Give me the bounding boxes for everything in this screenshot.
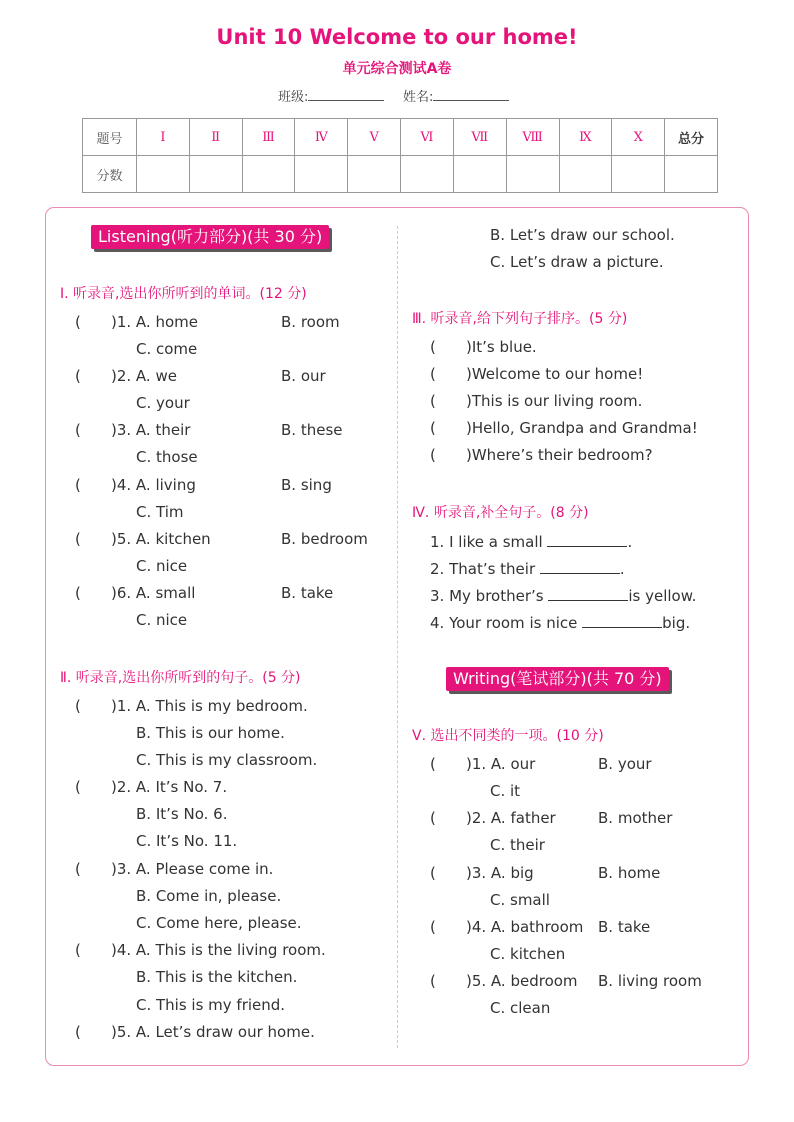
numeral-cell: Ⅵ xyxy=(401,119,454,156)
answer-paren: ( xyxy=(75,778,81,796)
s2-item1-c: C. This is my classroom. xyxy=(136,751,318,769)
answer-paren: ( xyxy=(430,755,436,773)
s2-item5-a: )5. A. Let’s draw our home. xyxy=(111,1023,315,1041)
answer-paren: ( xyxy=(75,367,81,385)
s4-s2-text: 2. That’s their xyxy=(430,560,536,578)
score-table-header-row xyxy=(83,119,718,156)
blank-field[interactable] xyxy=(548,586,628,601)
s2-item4-c: C. This is my friend. xyxy=(136,996,286,1014)
score-cell[interactable] xyxy=(612,156,665,193)
answer-paren: ( xyxy=(75,941,81,959)
total-score-cell[interactable] xyxy=(665,156,718,193)
numeral-cell: Ⅷ xyxy=(506,119,559,156)
s1-item6-c: C. nice xyxy=(136,611,188,629)
numeral-cell: Ⅶ xyxy=(453,119,506,156)
numeral-cell: Ⅳ xyxy=(295,119,348,156)
numeral-cell: Ⅱ xyxy=(189,119,242,156)
answer-paren: ( xyxy=(430,365,436,383)
s5-item4-c: C. kitchen xyxy=(490,945,566,963)
s3-item3: )This is our living room. xyxy=(466,392,643,410)
writing-banner: Writing(笔试部分)(共 70 分) xyxy=(446,667,669,691)
numeral-cell: Ⅴ xyxy=(348,119,401,156)
section-3-heading: Ⅲ. 听录音,给下列句子排序。(5 分) xyxy=(412,311,628,327)
s5-item1-c: C. it xyxy=(490,782,521,800)
s1-item4-b: B. sing xyxy=(281,476,332,494)
s4-sentence3 xyxy=(430,586,696,605)
name-field[interactable] xyxy=(403,86,509,105)
s2-item2-a: )2. A. It’s No. 7. xyxy=(111,778,228,796)
score-cell[interactable] xyxy=(401,156,454,193)
s1-item6-a: )6. A. small xyxy=(111,584,196,602)
s5-item5-b: B. living room xyxy=(598,972,702,990)
s1-item6-b: B. take xyxy=(281,584,334,602)
s1-item1-c: C. come xyxy=(136,340,198,358)
s3-item4: )Hello, Grandpa and Grandma! xyxy=(466,419,698,437)
s1-item3-c: C. those xyxy=(136,448,198,466)
page-title: Unit 10 Welcome to our home! xyxy=(216,25,578,49)
s2-item3-a: )3. A. Please come in. xyxy=(111,860,274,878)
s5-item3-c: C. small xyxy=(490,891,550,909)
s1-item2-b: B. our xyxy=(281,367,326,385)
s2-item3-b: B. Come in, please. xyxy=(136,887,282,905)
score-table-score-row xyxy=(83,156,718,193)
score-cell[interactable] xyxy=(137,156,190,193)
class-field[interactable] xyxy=(278,86,384,105)
name-label: 姓名: xyxy=(403,90,434,105)
numeral-cell: Ⅰ xyxy=(137,119,190,156)
s5-item4-b: B. take xyxy=(598,918,651,936)
s2-item5-c: C. Let’s draw a picture. xyxy=(490,253,664,271)
s2-item3-c: C. Come here, please. xyxy=(136,914,302,932)
s3-item1: )It’s blue. xyxy=(466,338,537,356)
listening-banner: Listening(听力部分)(共 30 分) xyxy=(91,225,329,249)
s2-item2-b: B. It’s No. 6. xyxy=(136,805,228,823)
s2-item1-a: )1. A. This is my bedroom. xyxy=(111,697,308,715)
s4-s1-end: . xyxy=(627,533,633,551)
column-divider xyxy=(397,226,398,1048)
s4-sentence2 xyxy=(430,559,625,578)
score-cell[interactable] xyxy=(506,156,559,193)
s4-s1-text: 1. I like a small xyxy=(430,533,543,551)
s1-item3-a: )3. A. their xyxy=(111,421,191,439)
s1-item1-a: )1. A. home xyxy=(111,313,198,331)
answer-paren: ( xyxy=(75,530,81,548)
s1-item2-c: C. your xyxy=(136,394,190,412)
answer-paren: ( xyxy=(75,584,81,602)
answer-paren: ( xyxy=(75,476,81,494)
blank-field[interactable] xyxy=(547,532,627,547)
s4-sentence1 xyxy=(430,532,632,551)
score-cell[interactable] xyxy=(295,156,348,193)
s1-item1-b: B. room xyxy=(281,313,340,331)
s1-item4-a: )4. A. living xyxy=(111,476,196,494)
answer-paren: ( xyxy=(430,392,436,410)
s5-item4-a: )4. A. bathroom xyxy=(466,918,584,936)
s4-s4-text: 4. Your room is nice xyxy=(430,614,578,632)
score-table xyxy=(82,118,718,193)
score-cell[interactable] xyxy=(453,156,506,193)
s2-item5-b: B. Let’s draw our school. xyxy=(490,226,675,244)
section-2-heading: Ⅱ. 听录音,选出你所听到的句子。(5 分) xyxy=(60,670,301,686)
score-cell[interactable] xyxy=(559,156,612,193)
answer-paren: ( xyxy=(430,864,436,882)
s1-item4-c: C. Tim xyxy=(136,503,184,521)
page-subtitle: 单元综合测试A卷 xyxy=(342,61,452,77)
answer-paren: ( xyxy=(430,972,436,990)
s2-item1-b: B. This is our home. xyxy=(136,724,285,742)
answer-paren: ( xyxy=(75,421,81,439)
s3-item2: )Welcome to our home! xyxy=(466,365,644,383)
blank-field[interactable] xyxy=(540,559,620,574)
s3-item5: )Where’s their bedroom? xyxy=(466,446,653,464)
s4-s3-text: 3. My brother’s xyxy=(430,587,544,605)
s5-item1-b: B. your xyxy=(598,755,652,773)
s4-s3-end: is yellow. xyxy=(628,587,697,605)
section-4-heading: Ⅳ. 听录音,补全句子。(8 分) xyxy=(412,505,589,521)
s1-item2-a: )2. A. we xyxy=(111,367,177,385)
score-label: 分数 xyxy=(83,156,137,193)
s5-item1-a: )1. A. our xyxy=(466,755,536,773)
answer-paren: ( xyxy=(430,446,436,464)
s1-item3-b: B. these xyxy=(281,421,343,439)
numeral-cell: Ⅹ xyxy=(612,119,665,156)
s5-item3-b: B. home xyxy=(598,864,661,882)
score-cell[interactable] xyxy=(348,156,401,193)
answer-paren: ( xyxy=(75,313,81,331)
s5-item3-a: )3. A. big xyxy=(466,864,534,882)
score-cell[interactable] xyxy=(242,156,295,193)
s4-sentence4 xyxy=(430,613,690,632)
s5-item5-c: C. clean xyxy=(490,999,551,1017)
blank-field[interactable] xyxy=(582,613,662,628)
numeral-cell: Ⅲ xyxy=(242,119,295,156)
s5-item5-a: )5. A. bedroom xyxy=(466,972,578,990)
answer-paren: ( xyxy=(75,1023,81,1041)
s5-item2-b: B. mother xyxy=(598,809,673,827)
section-5-heading: Ⅴ. 选出不同类的一项。(10 分) xyxy=(412,728,604,744)
s2-item4-a: )4. A. This is the living room. xyxy=(111,941,326,959)
s4-s4-end: big. xyxy=(662,614,691,632)
s5-item2-c: C. their xyxy=(490,836,545,854)
s5-item2-a: )2. A. father xyxy=(466,809,556,827)
numeral-cell: Ⅸ xyxy=(559,119,612,156)
answer-paren: ( xyxy=(75,860,81,878)
answer-paren: ( xyxy=(430,419,436,437)
answer-paren: ( xyxy=(430,338,436,356)
s2-item4-b: B. This is the kitchen. xyxy=(136,968,298,986)
s1-item5-a: )5. A. kitchen xyxy=(111,530,211,548)
s1-item5-c: C. nice xyxy=(136,557,188,575)
s4-s2-end: . xyxy=(619,560,625,578)
s1-item5-b: B. bedroom xyxy=(281,530,368,548)
question-number-label: 题号 xyxy=(83,119,137,156)
score-cell[interactable] xyxy=(189,156,242,193)
s2-item2-c: C. It’s No. 11. xyxy=(136,832,238,850)
answer-paren: ( xyxy=(75,697,81,715)
answer-paren: ( xyxy=(430,918,436,936)
total-label: 总分 xyxy=(665,119,718,156)
section-1-heading: Ⅰ. 听录音,选出你所听到的单词。(12 分) xyxy=(60,286,307,302)
class-label: 班级: xyxy=(278,90,309,105)
answer-paren: ( xyxy=(430,809,436,827)
